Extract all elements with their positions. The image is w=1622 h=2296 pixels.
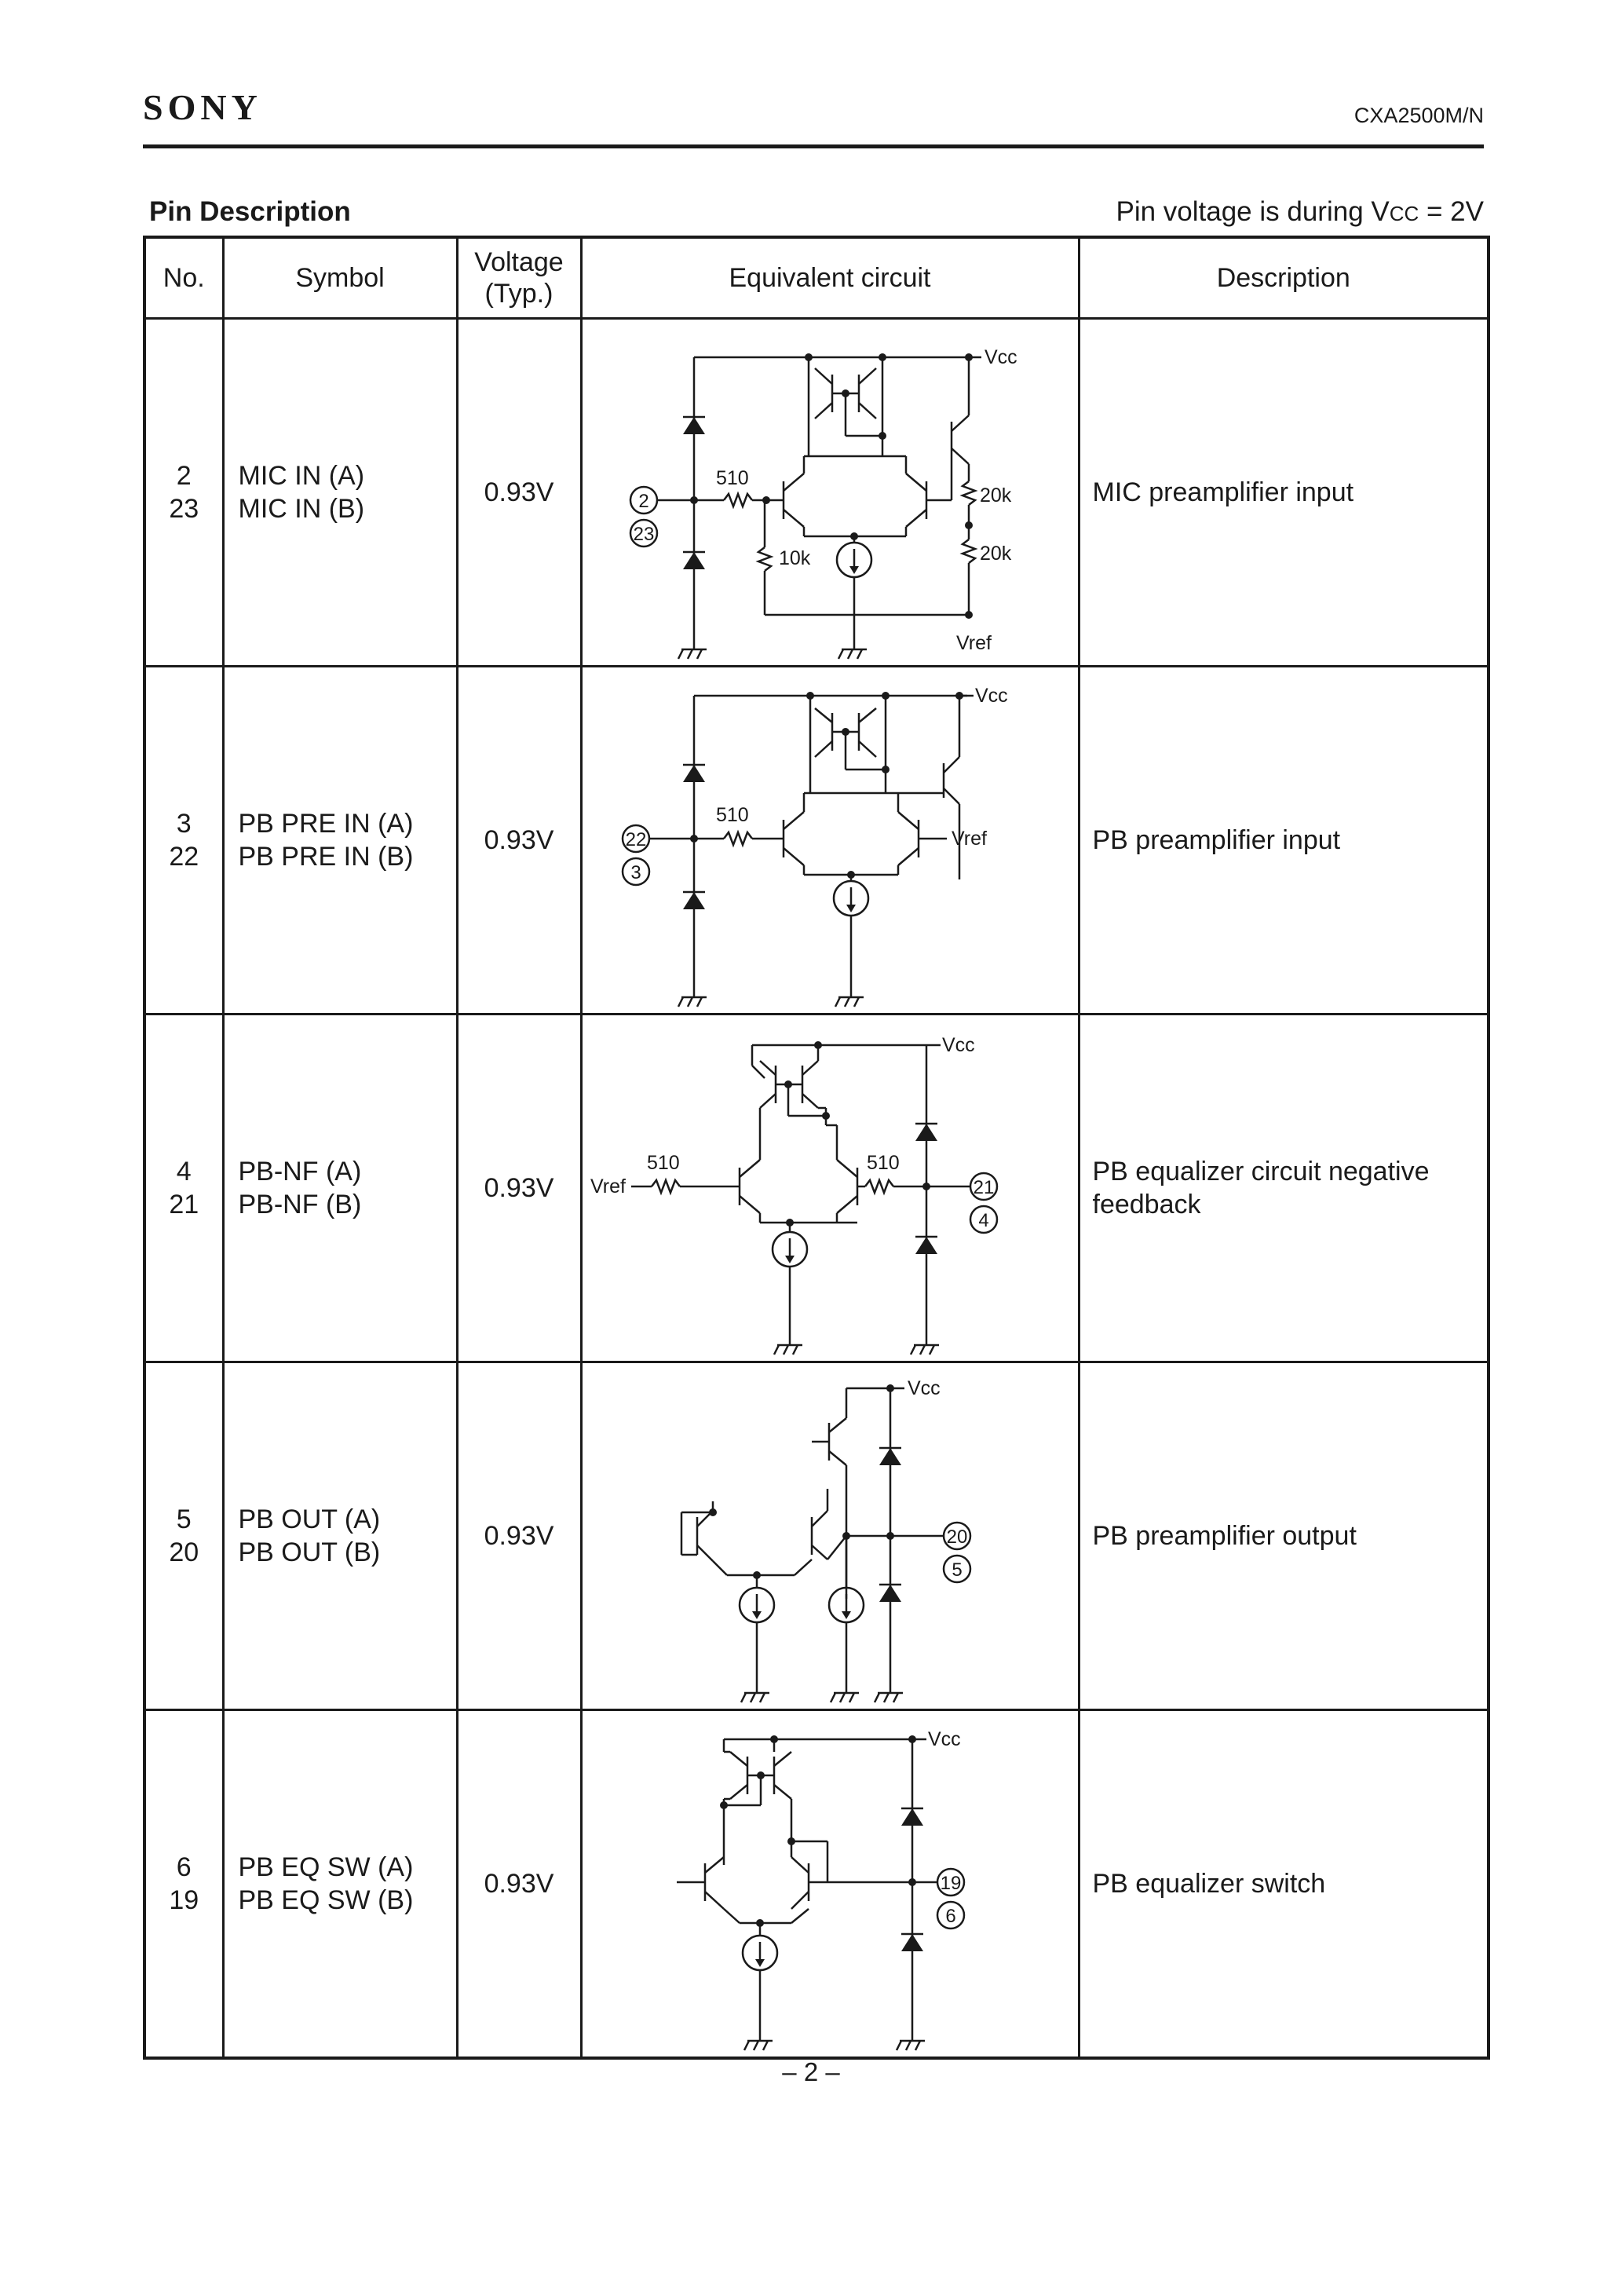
pin-symbols bbox=[223, 1710, 457, 2059]
vref-label: Vref bbox=[951, 828, 987, 850]
table-row bbox=[144, 1015, 1489, 1362]
symbol-b: PB PRE IN (B) bbox=[238, 842, 414, 872]
circuit-diagram-mic-in bbox=[583, 320, 1076, 665]
symbol-a: PB PRE IN (A) bbox=[238, 809, 414, 839]
symbol-a: MIC IN (A) bbox=[238, 461, 365, 491]
pin-no-a: 5 bbox=[176, 1504, 192, 1534]
resistor-label-10k: 10k bbox=[778, 547, 810, 569]
pin-label-b: 23 bbox=[633, 524, 654, 545]
pin-symbols bbox=[223, 667, 457, 1015]
pin-label-b: 5 bbox=[951, 1559, 963, 1581]
section-note bbox=[1116, 196, 1484, 228]
pin-numbers bbox=[144, 1015, 223, 1362]
pin-voltage: 0.93V bbox=[457, 1710, 581, 2059]
note-suffix: = 2V bbox=[1419, 196, 1484, 227]
pin-description-table bbox=[143, 236, 1490, 2060]
pin-no-a: 4 bbox=[176, 1157, 192, 1186]
equivalent-circuit bbox=[581, 1015, 1079, 1362]
pin-label-a: 22 bbox=[625, 829, 646, 850]
pin-numbers bbox=[144, 1362, 223, 1710]
pin-label-a: 19 bbox=[940, 1873, 961, 1894]
pin-description: PB preamplifier output bbox=[1079, 1362, 1489, 1710]
equivalent-circuit bbox=[581, 1362, 1079, 1710]
resistor-label-20k-bottom: 20k bbox=[979, 543, 1011, 565]
vcc-label: Vcc bbox=[907, 1377, 941, 1399]
pin-voltage: 0.93V bbox=[457, 1015, 581, 1362]
pin-symbols bbox=[223, 1015, 457, 1362]
pin-label-b: 6 bbox=[944, 1906, 956, 1927]
pin-no-b: 20 bbox=[169, 1537, 199, 1567]
vcc-label: Vcc bbox=[974, 685, 1008, 707]
vcc-label: Vcc bbox=[984, 346, 1017, 368]
table-row bbox=[144, 1362, 1489, 1710]
pin-no-b: 19 bbox=[169, 1885, 199, 1915]
header-voltage-line2: (Typ.) bbox=[484, 279, 553, 309]
pin-numbers bbox=[144, 319, 223, 667]
header-no: No. bbox=[144, 237, 223, 319]
pin-no-b: 21 bbox=[169, 1190, 199, 1219]
pin-no-b: 22 bbox=[169, 842, 199, 872]
header-voltage-line1: Voltage bbox=[474, 247, 564, 277]
pin-no-a: 6 bbox=[176, 1852, 192, 1882]
resistor-label-20k-top: 20k bbox=[979, 484, 1011, 506]
pin-voltage: 0.93V bbox=[457, 1362, 581, 1710]
table-row bbox=[144, 1710, 1489, 2059]
pin-label-a: 2 bbox=[637, 491, 649, 512]
equivalent-circuit bbox=[581, 319, 1079, 667]
note-prefix: Pin voltage is during V bbox=[1116, 196, 1390, 227]
circuit-diagram-pb-out bbox=[583, 1363, 1076, 1709]
circuit-diagram-pb-pre-in bbox=[583, 667, 1076, 1013]
header-rule bbox=[143, 144, 1484, 148]
symbol-b: PB EQ SW (B) bbox=[238, 1885, 414, 1915]
resistor-label-510: 510 bbox=[715, 467, 749, 489]
vcc-label: Vcc bbox=[941, 1034, 975, 1056]
part-number: CXA2500M/N bbox=[1353, 104, 1484, 127]
equivalent-circuit bbox=[581, 1710, 1079, 2059]
sony-logo: SONY bbox=[143, 87, 262, 127]
page-number: – 2 – bbox=[782, 2057, 840, 2086]
vref-label: Vref bbox=[590, 1175, 626, 1197]
pin-no-b: 23 bbox=[169, 494, 199, 524]
symbol-a: PB EQ SW (A) bbox=[238, 1852, 414, 1882]
header-circuit: Equivalent circuit bbox=[581, 237, 1079, 319]
symbol-b: MIC IN (B) bbox=[238, 494, 365, 524]
circuit-diagram-pb-eq-sw bbox=[583, 1711, 1076, 2057]
pin-description: PB equalizer switch bbox=[1079, 1710, 1489, 2059]
table-header-row bbox=[144, 237, 1489, 319]
circuit-diagram-pb-nf bbox=[583, 1015, 1076, 1361]
symbol-a: PB-NF (A) bbox=[238, 1157, 362, 1186]
pin-no-a: 2 bbox=[176, 461, 192, 491]
symbol-b: PB OUT (B) bbox=[238, 1537, 381, 1567]
pin-symbols bbox=[223, 319, 457, 667]
section-title: Pin Description bbox=[149, 196, 351, 227]
note-subscript: CC bbox=[1389, 202, 1419, 225]
pin-numbers bbox=[144, 667, 223, 1015]
pin-label-b: 3 bbox=[630, 862, 641, 883]
pin-description: PB equalizer circuit negative feedback bbox=[1079, 1015, 1489, 1362]
vcc-label: Vcc bbox=[927, 1728, 961, 1750]
pin-description: PB preamplifier input bbox=[1079, 667, 1489, 1015]
pin-voltage: 0.93V bbox=[457, 319, 581, 667]
pin-label-a: 20 bbox=[946, 1526, 967, 1548]
pin-label-b: 4 bbox=[977, 1210, 989, 1231]
pin-no-a: 3 bbox=[176, 809, 192, 839]
symbol-b: PB-NF (B) bbox=[238, 1190, 362, 1219]
symbol-a: PB OUT (A) bbox=[238, 1504, 381, 1534]
pin-numbers bbox=[144, 1710, 223, 2059]
header-description: Description bbox=[1079, 237, 1489, 319]
pin-description: MIC preamplifier input bbox=[1079, 319, 1489, 667]
resistor-label-510: 510 bbox=[715, 804, 749, 826]
table-row bbox=[144, 319, 1489, 667]
header-symbol: Symbol bbox=[223, 237, 457, 319]
pin-label-a: 21 bbox=[973, 1177, 994, 1198]
header-voltage bbox=[457, 237, 581, 319]
vref-label: Vref bbox=[955, 632, 992, 654]
pin-voltage: 0.93V bbox=[457, 667, 581, 1015]
resistor-label-510-left: 510 bbox=[646, 1152, 680, 1174]
equivalent-circuit bbox=[581, 667, 1079, 1015]
table-row bbox=[144, 667, 1489, 1015]
pin-symbols bbox=[223, 1362, 457, 1710]
resistor-label-510-right: 510 bbox=[866, 1152, 900, 1174]
